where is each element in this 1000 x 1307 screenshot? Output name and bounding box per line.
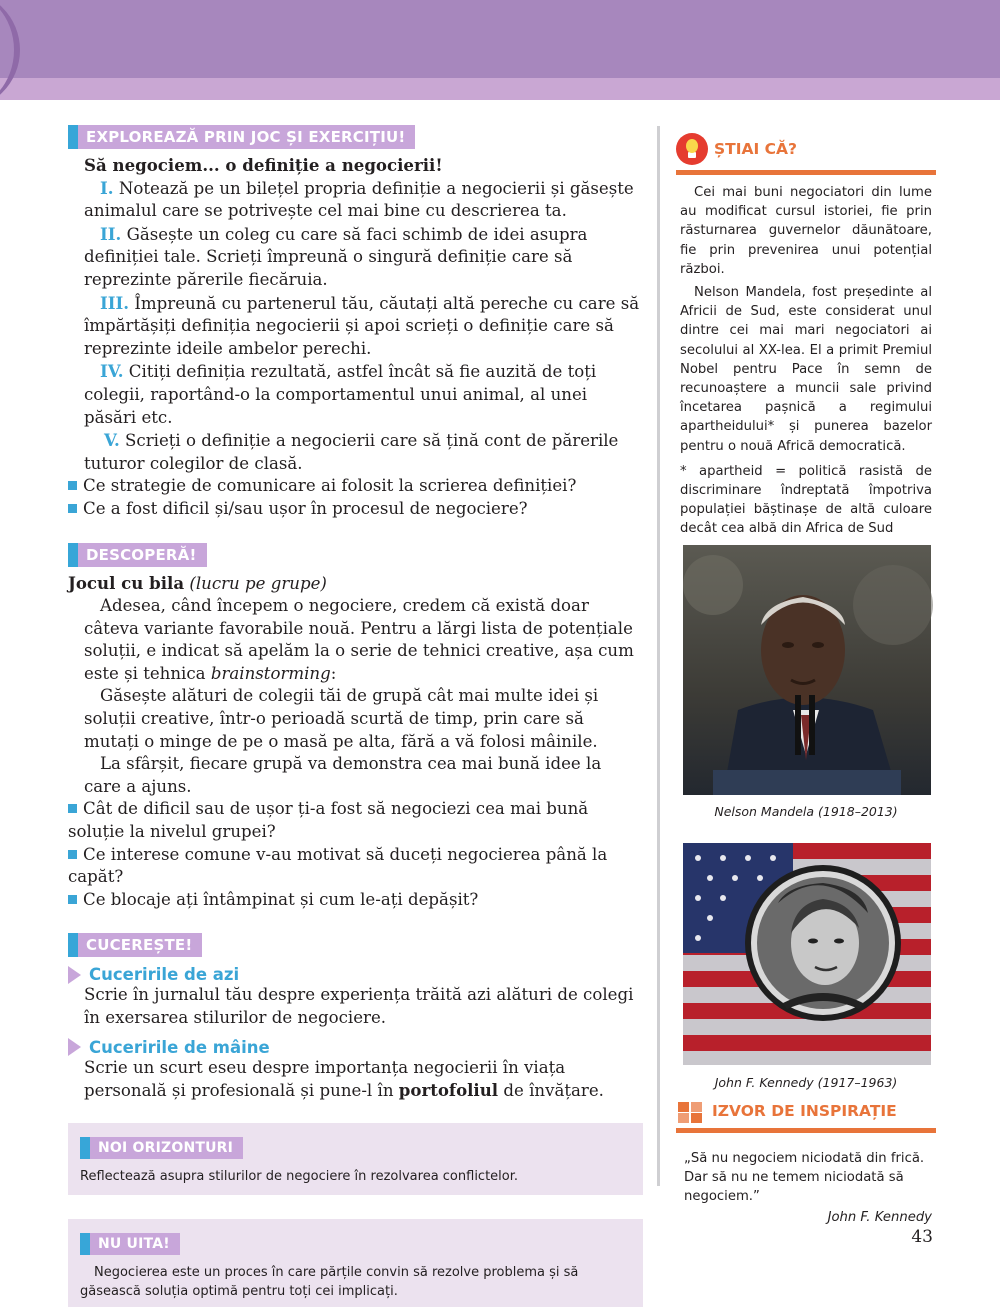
bullet-icon bbox=[68, 895, 77, 904]
explore-bullet-1: Ce strategie de comunicare ai folosit la scrierea definiției? bbox=[68, 475, 643, 498]
remember-label: NU UITA! bbox=[80, 1233, 180, 1255]
header-band-light bbox=[0, 78, 1000, 100]
column-divider bbox=[657, 126, 660, 1186]
kennedy-quote: „Să nu negociem niciodată din frică. Dar să nu ne temem niciodată să negociem.” bbox=[684, 1150, 925, 1205]
inspiration-label: IZVOR DE INSPIRAȚIE bbox=[712, 1101, 897, 1120]
did-you-know-para-2: Nelson Mandela, fost președinte al Africii de Sud, este considerat unul dintre cei mai mari negociatori ai secolului al XX-lea. El a primit Premiul Nobel pentru Pace în semn de recunoaștere a muncii sale privind încetarea pașnică a regimului apartheidului* și punerea bazelor pentru o nouă Africă democratică. bbox=[680, 285, 932, 454]
apartheid-footnote: * apartheid = politică rasistă de discriminare îndreptată împotriva populației băștinașe de altă culoare decât cea albă din Africa de Sud bbox=[680, 463, 932, 537]
explore-item-5: V. Scrieți o definiție a negocierii care să țină cont de părerile tuturor colegilor de clasă. bbox=[84, 430, 619, 473]
horizons-text: Reflectează asupra stilurilor de negociere în rezolvarea conflictelor. bbox=[80, 1168, 519, 1184]
horizons-box bbox=[68, 1123, 643, 1195]
explore-item-3: III. Împreună cu partenerul tău, căutați altă pereche cu care să împărtășiți definiția negocierii și apoi scrieți o definiție care să reprezinte ideile ambelor perechi. bbox=[84, 292, 640, 358]
lightbulb-icon bbox=[676, 133, 708, 165]
explore-bullet-2: Ce a fost dificil și/sau ușor în procesul de negociere? bbox=[68, 498, 643, 521]
remember-text: Negocierea este un proces în care părțile convin să rezolve problema și să găsească soluția optimă pentru toți cei implicați. bbox=[80, 1264, 579, 1299]
conquer-section bbox=[68, 965, 643, 1102]
did-you-know-heading bbox=[676, 128, 936, 170]
kennedy-caption: John F. Kennedy (1917–1963) bbox=[714, 1074, 898, 1090]
did-you-know-label: ȘTIAI CĂ? bbox=[714, 140, 798, 158]
quote-author: John F. Kennedy bbox=[827, 1210, 932, 1226]
bullet-icon bbox=[68, 481, 77, 490]
discover-bullet-1: Cât de dificil sau de ușor ți-a fost să negociezi cea mai bună soluție la nivelul grupei? bbox=[68, 799, 589, 842]
discover-label: DESCOPERĂ! bbox=[68, 543, 207, 567]
remember-box bbox=[68, 1219, 643, 1307]
kennedy-illustration bbox=[683, 843, 931, 1065]
tomorrow-heading: Cuceririle de mâine bbox=[68, 1038, 643, 1057]
discover-bullet-3: Ce blocaje ați întâmpinat și cum le-ați depășit? bbox=[68, 889, 643, 912]
triangle-icon bbox=[68, 966, 81, 984]
today-text: Scrie în jurnalul tău despre experiența trăită azi alături de colegi în exersarea stilurilor de negociere. bbox=[84, 985, 634, 1027]
header-band bbox=[0, 0, 1000, 78]
bullet-icon bbox=[68, 850, 77, 859]
triangle-icon bbox=[68, 1038, 81, 1056]
inspiration-heading bbox=[676, 1094, 936, 1128]
explore-label: EXPLOREAZĂ PRIN JOC ȘI EXERCIȚIU! bbox=[68, 125, 415, 149]
explore-title: Să negociem... o definiție a negocierii! bbox=[84, 155, 443, 175]
mandela-caption: Nelson Mandela (1918–2013) bbox=[714, 803, 898, 819]
explore-section bbox=[68, 154, 643, 475]
mandela-photo bbox=[683, 545, 931, 795]
explore-item-4: IV. Citiți definiția rezultată, astfel încât să fie auzită de toți colegii, raportând-o la comportamentul unui animal, al unei păsări etc. bbox=[84, 361, 597, 427]
bullet-icon bbox=[68, 504, 77, 513]
sidebar-column bbox=[676, 128, 936, 1227]
discover-para-2: Găsește alături de colegii tăi de grupă cât mai multe idei și soluții creative, într-o perioadă scurtă de timp, prin care să mutați o minge de pe o masă pe alta, fără a vă folosi mâinile. bbox=[84, 686, 599, 751]
discover-para-1: Adesea, când începem o negociere, credem că există doar câteva variante favorabile nouă. Pentru a lărgi lista de potențiale soluții, e indicat să apelăm la o serie de tehnici creative, așa cum este și tehnica brainstorming: bbox=[84, 596, 634, 683]
today-heading: Cuceririle de azi bbox=[68, 965, 643, 984]
explore-item-2: II. Găsește un coleg cu care să faci schimb de idei asupra definiției tale. Scrieți împreună o singură definiție care să reprezinte părerile fiecăruia. bbox=[84, 223, 588, 289]
did-you-know-para-1: Cei mai buni negociatori din lume au modificat cursul istoriei, fie prin răsturnarea guvernelor dăunătoare, fie prin prevenirea unui potențial război. bbox=[680, 185, 932, 277]
main-column bbox=[68, 125, 643, 1307]
explore-item-1: I. Notează pe un bilețel propria definiție a negocierii și găsește animalul care se potrivește cel mai bine cu descrierea ta. bbox=[84, 177, 634, 221]
discover-title: Jocul cu bila (lucru pe grupe) bbox=[68, 572, 327, 593]
kennedy-photo bbox=[683, 843, 931, 1065]
discover-para-3: La sfârșit, fiecare grupă va demonstra cea mai bună idee la care a ajuns. bbox=[84, 754, 602, 796]
conquer-label: CUCEREȘTE! bbox=[68, 933, 202, 957]
page-number: 43 bbox=[911, 1227, 933, 1247]
horizons-label: NOI ORIZONTURI bbox=[80, 1137, 243, 1159]
bullet-icon bbox=[68, 804, 77, 813]
mandela-illustration bbox=[683, 545, 931, 795]
discover-section bbox=[68, 572, 643, 912]
puzzle-icon bbox=[676, 1098, 706, 1124]
discover-bullet-2: Ce interese comune v-au motivat să duceți negocierea până la capăt? bbox=[68, 844, 608, 887]
tomorrow-text: Scrie un scurt eseu despre importanța negocierii în viața personală și profesională și pune-l în portofoliul de învățare. bbox=[84, 1057, 604, 1101]
